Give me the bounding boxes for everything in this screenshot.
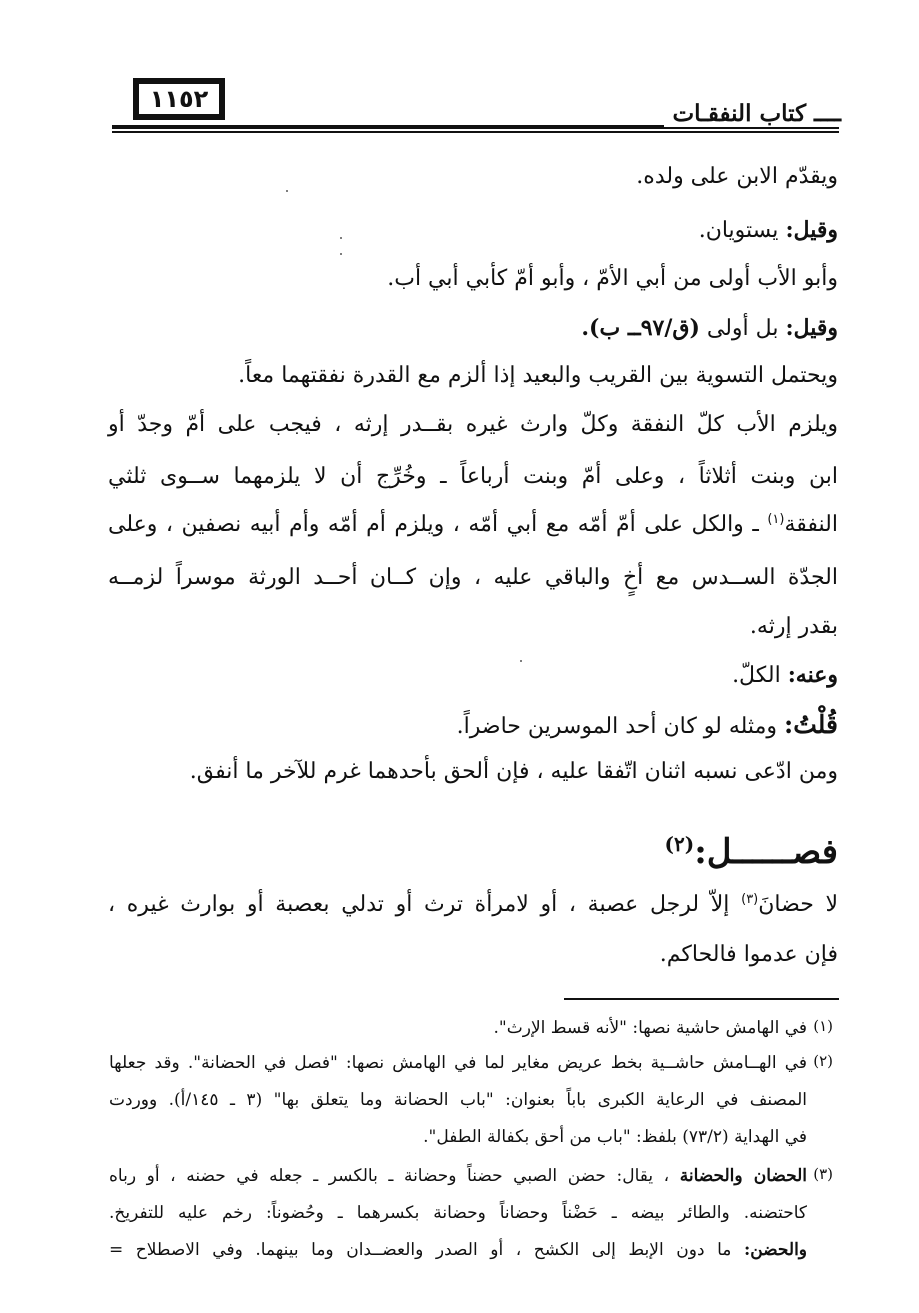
footnote-text: في الهــامش حاشــية بخط عريض مغاير لما في الهامش نصها: "فصل في الحضانة". وقد جعلها xyxy=(109,1053,807,1073)
scan-speck xyxy=(286,190,288,192)
text-line xyxy=(108,266,838,291)
footnote-keyword: الحضان والحضانة xyxy=(679,1166,807,1186)
footnote-line xyxy=(109,1127,807,1147)
footnote-reference[interactable]: (١) xyxy=(767,512,785,527)
text-line xyxy=(108,217,838,243)
text-line-content: فإن عدموا فالحاكم. xyxy=(659,942,838,967)
text-line xyxy=(108,512,838,537)
text-line xyxy=(108,892,838,917)
section-heading-text: فصــــــل: xyxy=(694,832,838,872)
keyword: وقيل: xyxy=(785,217,838,243)
text-line-content: النفقة xyxy=(784,512,838,537)
footnote-separator xyxy=(564,998,839,1000)
footnote-reference[interactable]: (٣) xyxy=(741,892,759,907)
text-line-content: يستويان. xyxy=(698,218,786,243)
footnote-text: المصنف في الرعاية الكبرى باباً بعنوان: "باب الحضانة وما يتعلق بها" (٣ ـ ١٤٥/أ). ووردت xyxy=(109,1090,808,1110)
running-title-text: كتاب النفقـات xyxy=(672,100,807,127)
footnote-keyword: والحضن: xyxy=(743,1240,807,1260)
text-line-content: ابن وبنت أثلاثاً ، وعلى أمّ وبنت أرباعاً ـ وخُرِّج أن لا يلزمهما ســوى ثلثي xyxy=(108,464,838,489)
scan-speck xyxy=(340,237,342,239)
text-line-content: ومن ادّعى نسبه اثنان اتّفقا عليه ، فإن ألحق بأحدهما غرم للآخر ما أنفق. xyxy=(189,759,838,784)
text-line-content: الكلّ. xyxy=(732,663,788,688)
footnote-line xyxy=(109,1203,807,1223)
scan-speck xyxy=(340,253,342,255)
footnote-marker: (١) xyxy=(813,1017,833,1035)
running-title xyxy=(664,100,841,127)
footnote-line xyxy=(109,1018,807,1038)
text-line-content: ـ والكل على أمّ أمّه مع أبي أمّه ، ويلزم أم أمّه وأم أبيه نصفين ، وعلى xyxy=(108,512,768,537)
text-line-content: لا حضانَ xyxy=(758,892,839,917)
text-line xyxy=(108,942,838,967)
page-number: ١١٥٢ xyxy=(133,78,225,120)
section-heading xyxy=(665,832,839,872)
footnote-text: ما دون الإبط إلى الكشح ، أو الصدر والعضــدان وما بينهما. وفي الاصطلاح = xyxy=(109,1240,744,1260)
footnote-text: في الهامش حاشية نصها: "لأنه قسط الإرث". xyxy=(493,1018,807,1038)
footnote-marker: (٣) xyxy=(813,1165,833,1183)
header-rule-thin xyxy=(112,131,839,133)
text-line-content: ومثله لو كان أحد الموسرين حاضراً. xyxy=(456,714,784,739)
text-line-content: الجدّة الســدس مع أخٍ والباقي عليه ، وإن كــان أحــد الورثة موسراً لزمــه xyxy=(108,565,838,590)
text-line xyxy=(108,614,838,639)
keyword: وقيل: xyxy=(785,315,838,341)
footnote-line xyxy=(109,1053,807,1073)
footnote-marker: (٢) xyxy=(813,1052,833,1070)
text-line-content: وأبو الأب أولى من أبي الأمّ ، وأبو أمّ كأبي أبي أب. xyxy=(387,266,838,291)
text-line-content: بقدر إرثه. xyxy=(749,614,838,639)
running-title-dash: ــــ xyxy=(814,100,841,127)
keyword: وعنه: xyxy=(787,662,838,688)
text-line xyxy=(108,710,838,739)
text-line-content: إلاّ لرجل عصبة ، أو لامرأة ترث أو تدلي بعصبة أو بوارث غيره ، xyxy=(108,892,742,917)
text-line-content: ويقدّم الابن على ولده. xyxy=(636,164,838,189)
text-line xyxy=(108,759,838,784)
footnote-text: كاحتضنه. والطائر بيضه ـ حَضْناً وحضاناً وحضانة بكسرهما ـ وحُضوناً: رخم عليه للتفريخ. xyxy=(109,1203,807,1223)
footnote-line xyxy=(109,1240,807,1260)
text-line xyxy=(108,412,838,437)
keyword: قُلْتُ: xyxy=(783,710,838,739)
scan-speck xyxy=(520,660,522,662)
footnote-line xyxy=(109,1090,807,1110)
text-line-content: ويحتمل التسوية بين القريب والبعيد إذا ألزم مع القدرة نفقتهما معاً. xyxy=(238,363,838,388)
footnote-line xyxy=(109,1166,807,1186)
footnote-text: في الهداية (٧٣/٢) بلفظ: "باب من أحق بكفالة الطفل". xyxy=(423,1127,807,1147)
manuscript-reference: (ق/٩٧ــ ب). xyxy=(581,315,700,341)
text-line xyxy=(108,565,838,590)
footnote-text: ، يقال: حضن الصبي حضناً وحضانة ـ بالكسر ـ جعله في حضنه ، أو رباه xyxy=(109,1166,680,1186)
text-line xyxy=(108,464,838,489)
text-line-content: بل أولى xyxy=(699,316,786,341)
text-line xyxy=(108,363,838,388)
text-line xyxy=(108,662,838,688)
footnote-reference[interactable]: (٢) xyxy=(664,832,695,856)
text-line xyxy=(108,164,838,189)
text-line-content: ويلزم الأب كلّ النفقة وكلّ وارث غيره بقــدر إرثه ، فيجب على أمّ وجدّ أو xyxy=(108,412,838,437)
text-line xyxy=(108,315,838,341)
